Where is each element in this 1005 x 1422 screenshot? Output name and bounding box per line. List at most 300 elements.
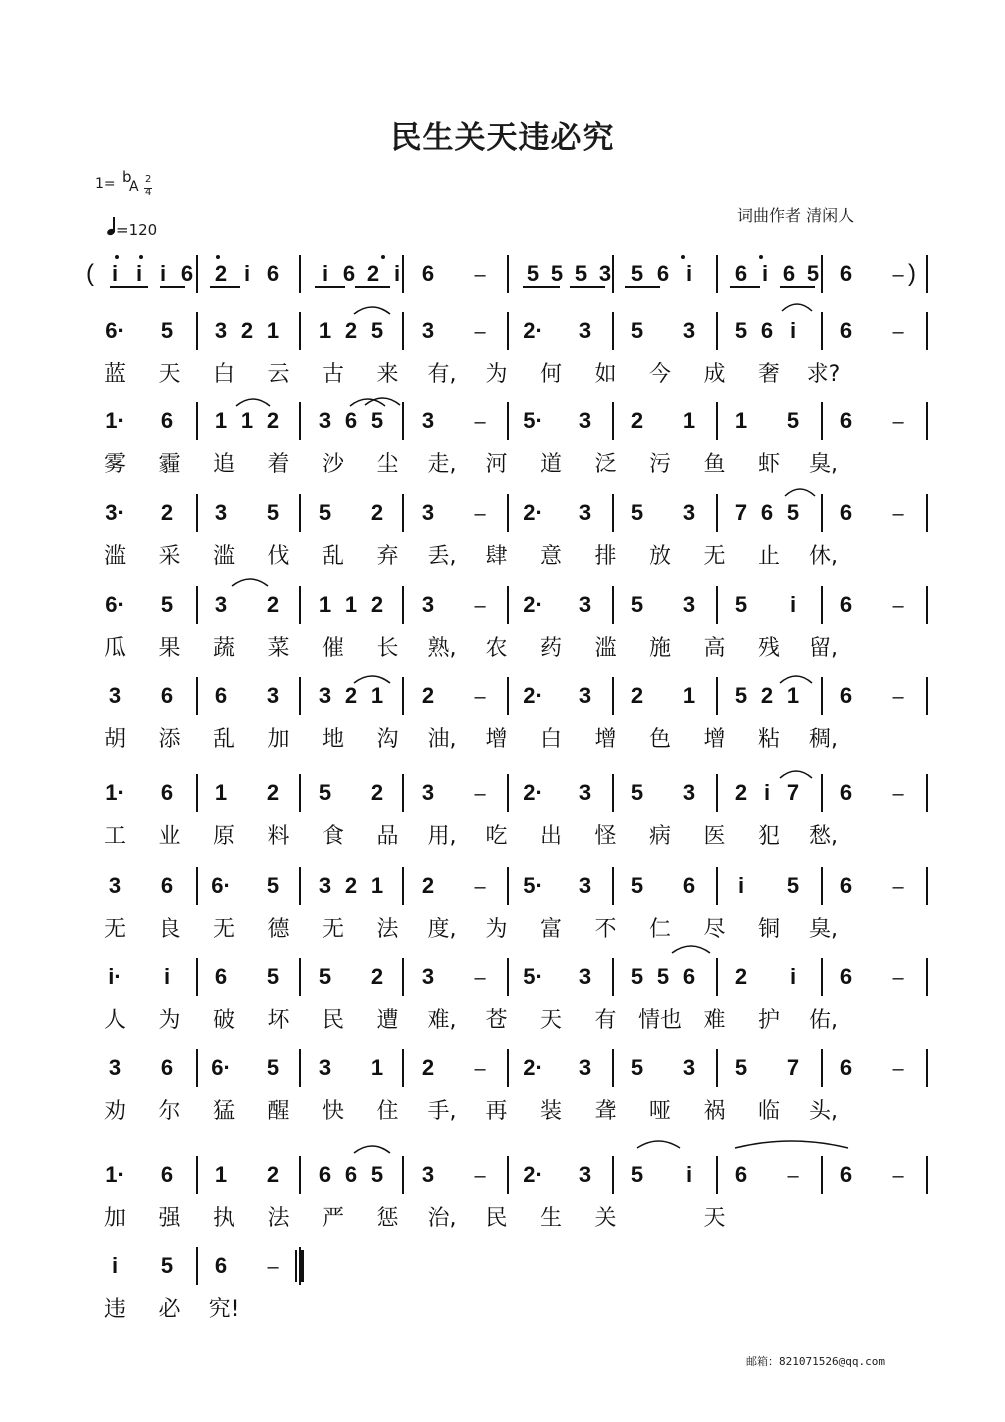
lyric-char: 油, (427, 727, 457, 752)
note-2: 2 (421, 683, 435, 708)
lyric-char: 劝 (103, 1099, 127, 1124)
note-2: 2 (266, 592, 280, 617)
note-2: 2 (760, 683, 774, 708)
lyric-char: 工 (103, 824, 127, 849)
lyric-char: 人 (103, 1008, 127, 1033)
note-5: 5 (734, 683, 748, 708)
flat-symbol: b (122, 168, 132, 186)
lyric-char: 如 (594, 362, 617, 387)
lyric-char: 哑 (648, 1099, 672, 1124)
lyric-char: 止 (757, 544, 781, 569)
note-2: 2 (266, 780, 280, 805)
note-1: 1 (734, 408, 748, 433)
lyric-char: 无 (321, 917, 345, 942)
lyric-char: 肆 (485, 544, 508, 569)
lyric-char: 惩 (376, 1206, 399, 1231)
lyric-char: 高 (703, 636, 726, 661)
sustain-dash: – (474, 686, 486, 708)
note-1: 1 (370, 1055, 384, 1080)
lyric-char: 留, (809, 636, 838, 661)
lyric-char: 熟, (427, 636, 457, 661)
note-i: i (789, 964, 797, 989)
lyric-char: 遭 (376, 1008, 399, 1033)
note-2: 2 (240, 318, 254, 343)
note-6: 6 (214, 1253, 228, 1278)
note-3: 3 (318, 408, 332, 433)
sustain-dash: – (474, 321, 486, 343)
note-3: 3 (578, 318, 592, 343)
note-2: 2 (734, 964, 748, 989)
note-2-dotted: 2· (523, 683, 543, 708)
sustain-dash: – (267, 1256, 279, 1278)
lyric-char: 民 (485, 1206, 508, 1231)
note-3: 3 (318, 1055, 332, 1080)
note-2: 2 (630, 408, 644, 433)
lyric-char: 吃 (485, 824, 508, 849)
note-5: 5 (160, 592, 174, 617)
note-6: 6 (682, 873, 696, 898)
note-2: 2 (344, 318, 358, 343)
lyric-char: 霾 (158, 452, 181, 477)
lyric-char: 加 (267, 727, 290, 752)
lyric-char: 无 (103, 917, 127, 942)
note-2: 2 (734, 780, 748, 805)
note-3: 3 (682, 500, 696, 525)
note-2: 2 (160, 500, 174, 525)
lyric-char: 施 (648, 636, 672, 661)
slur (354, 307, 390, 314)
lyric-char: 加 (103, 1206, 127, 1231)
lyric-char: 白 (539, 727, 563, 752)
note-i: i (685, 261, 693, 286)
note-6-dotted: 6· (211, 873, 231, 898)
note-3: 3 (578, 964, 592, 989)
note-1: 1 (266, 318, 280, 343)
lyric-char: 菜 (267, 636, 290, 661)
close-paren: ) (908, 260, 916, 287)
lyric-char: 蓝 (103, 362, 127, 387)
lyric-char: 雾 (103, 452, 127, 477)
lyric-char: 古 (321, 362, 345, 387)
note-i: i (761, 261, 769, 286)
note-i: i (111, 1253, 119, 1278)
lyric-char: 佑, (809, 1008, 838, 1033)
sustain-dash: – (474, 1165, 486, 1187)
lyric-char: 尽 (703, 917, 726, 942)
lyric-char: 无 (703, 544, 726, 569)
note-2: 2 (266, 408, 280, 433)
lyric-char: 尔 (158, 1099, 181, 1124)
lyric-char: 排 (594, 544, 617, 569)
lyric-char: 道 (539, 452, 563, 477)
sustain-dash: – (892, 967, 904, 989)
note-6: 6 (421, 261, 435, 286)
tempo-value: =120 (116, 221, 158, 239)
slur (780, 771, 812, 778)
note-i: i (163, 964, 171, 989)
note-3: 3 (578, 1055, 592, 1080)
lyric-char: 臭, (809, 917, 838, 942)
note-3: 3 (214, 592, 228, 617)
note-2: 2 (630, 683, 644, 708)
note-1: 1 (682, 408, 696, 433)
note-6: 6 (214, 683, 228, 708)
note-5: 5 (630, 592, 644, 617)
lyric-char: 原 (212, 824, 236, 849)
lyric-char: 稠, (809, 727, 838, 752)
lyric-char: 河 (485, 452, 508, 477)
note-6: 6 (214, 964, 228, 989)
note-3: 3 (578, 500, 592, 525)
slur (354, 1146, 390, 1153)
sustain-dash: – (892, 1058, 904, 1080)
lyric-char: 药 (539, 636, 563, 661)
note-i-dotted: i· (108, 964, 122, 989)
note-6: 6 (839, 592, 853, 617)
note-1: 1 (786, 683, 800, 708)
note-5-dotted: 5· (523, 408, 543, 433)
note-5: 5 (734, 592, 748, 617)
sustain-dash: – (474, 783, 486, 805)
note-6: 6 (839, 1055, 853, 1080)
note-5: 5 (550, 261, 564, 286)
note-2: 2 (421, 1055, 435, 1080)
lyric-char: 必 (158, 1297, 181, 1322)
note-5: 5 (266, 873, 280, 898)
note-5: 5 (786, 873, 800, 898)
lyric-char: 装 (539, 1099, 563, 1124)
note-5: 5 (734, 1055, 748, 1080)
note-6: 6 (160, 780, 174, 805)
lyric-char: 怪 (594, 824, 617, 849)
note-5: 5 (806, 261, 820, 286)
note-2: 2 (370, 592, 384, 617)
lyric-char: 治, (427, 1206, 457, 1231)
note-5: 5 (630, 500, 644, 525)
note-6: 6 (656, 261, 670, 286)
lyric-char: 祸 (703, 1099, 726, 1124)
note-1: 1 (318, 592, 332, 617)
note-5-dotted: 5· (523, 964, 543, 989)
note-7: 7 (734, 500, 748, 525)
lyric-char: 关 (594, 1206, 617, 1231)
note-3: 3 (682, 592, 696, 617)
lyric-char: 医 (703, 824, 726, 849)
note-3: 3 (214, 318, 228, 343)
lyric-char: 鱼 (703, 452, 726, 477)
lyric-char: 生 (539, 1206, 563, 1231)
note-6: 6 (160, 1162, 174, 1187)
note-5: 5 (630, 964, 644, 989)
note-3: 3 (682, 1055, 696, 1080)
lyric-char: 仁 (648, 917, 672, 942)
note-3: 3 (108, 1055, 122, 1080)
note-2-dotted: 2· (523, 780, 543, 805)
note-6-dotted: 6· (105, 592, 125, 617)
lyric-char: 天 (539, 1008, 563, 1033)
lyric-char: 臭, (809, 452, 838, 477)
lyric-char: 不 (594, 917, 617, 942)
lyric-char: 富 (539, 917, 563, 942)
note-3: 3 (421, 318, 435, 343)
lyric-char: 破 (212, 1008, 236, 1033)
note-6-dotted: 6· (105, 318, 125, 343)
note-1: 1 (214, 780, 228, 805)
lyric-char: 愁, (809, 824, 838, 849)
lyric-char: 违 (103, 1297, 127, 1322)
note-i: i (393, 261, 401, 286)
lyric-char: 业 (158, 824, 181, 849)
note-5: 5 (370, 318, 384, 343)
note-6: 6 (839, 1162, 853, 1187)
note-i: i (789, 318, 797, 343)
lyric-char: 难, (427, 1008, 457, 1033)
lyric-char: 出 (539, 824, 563, 849)
sustain-dash: – (474, 411, 486, 433)
note-2: 2 (266, 1162, 280, 1187)
lyric-char: 铜 (757, 917, 781, 942)
note-1: 1 (318, 318, 332, 343)
lyric-char: 白 (212, 362, 236, 387)
lyric-char: 用, (427, 824, 457, 849)
note-3: 3 (578, 1162, 592, 1187)
note-3: 3 (421, 780, 435, 805)
lyric-char: 为 (485, 917, 508, 942)
note-1: 1 (344, 592, 358, 617)
sustain-dash: – (787, 1165, 799, 1187)
note-3: 3 (421, 1162, 435, 1187)
note-6: 6 (782, 261, 796, 286)
octave-dot (759, 255, 763, 259)
lyric-char: 求? (806, 362, 841, 387)
lyric-char: 沙 (321, 452, 345, 477)
note-2-dotted: 2· (523, 1162, 543, 1187)
lyric-char: 泛 (594, 452, 617, 477)
lyric-char: 添 (158, 727, 181, 752)
note-3: 3 (578, 873, 592, 898)
note-5: 5 (630, 261, 644, 286)
note-5: 5 (786, 500, 800, 525)
lyric-char: 护 (757, 1008, 781, 1033)
note-i: i (737, 873, 745, 898)
lyric-char: 来 (376, 362, 399, 387)
slur (672, 946, 710, 953)
lyric-char: 猛 (212, 1099, 236, 1124)
note-6: 6 (839, 408, 853, 433)
note-6-dotted: 6· (211, 1055, 231, 1080)
note-2: 2 (344, 683, 358, 708)
note-6: 6 (734, 261, 748, 286)
lyric-char: 蔬 (212, 636, 236, 661)
note-3: 3 (266, 683, 280, 708)
slur (354, 676, 390, 683)
lyric-char: 催 (321, 636, 345, 661)
note-5: 5 (266, 500, 280, 525)
lyric-char: 为 (485, 362, 508, 387)
note-1-dotted: 1· (105, 780, 125, 805)
lyric-char: 乱 (212, 727, 236, 752)
note-5: 5 (266, 964, 280, 989)
slur (780, 676, 812, 683)
note-5: 5 (526, 261, 540, 286)
note-3: 3 (598, 261, 612, 286)
note-5: 5 (160, 1253, 174, 1278)
sustain-dash: – (892, 321, 904, 343)
lyric-char: 法 (376, 917, 399, 942)
note-1: 1 (682, 683, 696, 708)
lyric-char: 成 (703, 362, 726, 387)
note-5: 5 (786, 408, 800, 433)
note-1: 1 (214, 408, 228, 433)
note-6: 6 (839, 780, 853, 805)
time-signature-bottom: 4 (145, 187, 152, 198)
note-5: 5 (574, 261, 588, 286)
note-3: 3 (578, 592, 592, 617)
note-6: 6 (160, 408, 174, 433)
lyric-char: 强 (158, 1206, 181, 1231)
note-5-dotted: 5· (523, 873, 543, 898)
lyric-char: 犯 (757, 824, 781, 849)
lyric-char: 苍 (485, 1008, 508, 1033)
note-3: 3 (421, 500, 435, 525)
lyric-char: 云 (267, 362, 290, 387)
lyric-char: 民 (321, 1008, 345, 1033)
lyric-char: 天 (158, 362, 181, 387)
lyric-char: 无 (212, 917, 236, 942)
time-signature-top: 2 (145, 174, 152, 185)
note-6: 6 (839, 873, 853, 898)
sustain-dash: – (892, 686, 904, 708)
sustain-dash: – (474, 595, 486, 617)
note-2-dotted: 2· (523, 592, 543, 617)
note-3: 3 (578, 408, 592, 433)
slur (236, 399, 270, 406)
note-6: 6 (839, 318, 853, 343)
lyric-char: 着 (267, 452, 290, 477)
lyric-char: 有 (594, 1008, 617, 1033)
octave-dot (681, 255, 685, 259)
lyric-char: 难 (703, 1008, 726, 1033)
lyric-char: 再 (485, 1099, 508, 1124)
note-2: 2 (370, 500, 384, 525)
note-1-dotted: 1· (105, 1162, 125, 1187)
lyric-char: 尘 (376, 452, 399, 477)
lyric-char: 采 (158, 544, 181, 569)
lyric-char: 住 (376, 1099, 399, 1124)
key-prefix: 1= (95, 176, 116, 192)
slur (785, 489, 815, 496)
note-6: 6 (344, 1162, 358, 1187)
lyric-char: 今 (648, 362, 672, 387)
note-6: 6 (160, 1055, 174, 1080)
author-credit: 词曲作者 清闲人 (737, 206, 855, 225)
note-i: i (159, 261, 167, 286)
lyric-char: 滥 (212, 544, 236, 569)
sustain-dash: – (474, 967, 486, 989)
lyric-char: 沟 (376, 727, 399, 752)
sustain-dash: – (892, 783, 904, 805)
note-1: 1 (370, 683, 384, 708)
lyric-char: 意 (539, 544, 563, 569)
lyric-char: 料 (267, 824, 290, 849)
lyric-char: 何 (539, 362, 563, 387)
note-6: 6 (160, 683, 174, 708)
lyric-char: 头, (809, 1099, 838, 1124)
note-2-dotted: 2· (523, 500, 543, 525)
contact-email: 邮箱：821071526@qq.com (746, 1355, 885, 1368)
note-i: i (243, 261, 251, 286)
sustain-dash: – (892, 876, 904, 898)
note-i: i (763, 780, 771, 805)
lyric-char: 地 (321, 727, 345, 752)
sustain-dash: – (892, 595, 904, 617)
lyric-char: 情也 (637, 1008, 683, 1033)
open-paren: ( (86, 260, 94, 287)
note-2: 2 (214, 261, 228, 286)
lyric-char: 醒 (267, 1099, 290, 1124)
lyric-char: 增 (594, 727, 617, 752)
note-6: 6 (734, 1162, 748, 1187)
lyric-char: 瓜 (103, 636, 127, 661)
lyric-char: 度, (427, 917, 457, 942)
note-2: 2 (421, 873, 435, 898)
slur (782, 304, 812, 311)
note-5: 5 (318, 500, 332, 525)
lyric-char: 乱 (321, 544, 345, 569)
note-5: 5 (160, 318, 174, 343)
lyric-char: 增 (485, 727, 508, 752)
lyric-char: 放 (648, 544, 672, 569)
sustain-dash: – (474, 264, 486, 286)
note-5: 5 (370, 1162, 384, 1187)
note-3: 3 (578, 683, 592, 708)
song-title: 民生关天违必究 (390, 120, 615, 156)
lyric-char: 品 (376, 824, 399, 849)
lyric-char: 严 (321, 1206, 345, 1231)
note-3: 3 (214, 500, 228, 525)
note-i: i (685, 1162, 693, 1187)
sustain-dash: – (892, 411, 904, 433)
note-6: 6 (839, 261, 853, 286)
lyric-char: 污 (648, 452, 672, 477)
octave-dot (115, 255, 119, 259)
note-3: 3 (318, 873, 332, 898)
note-6: 6 (160, 873, 174, 898)
note-i: i (321, 261, 329, 286)
note-5: 5 (630, 1162, 644, 1187)
note-5: 5 (318, 964, 332, 989)
note-6: 6 (266, 261, 280, 286)
lyric-char: 坏 (267, 1008, 290, 1033)
lyric-char: 粘 (757, 727, 781, 752)
note-2: 2 (366, 261, 380, 286)
lyric-char: 奢 (757, 362, 781, 387)
note-6: 6 (839, 683, 853, 708)
note-6: 6 (760, 500, 774, 525)
note-1: 1 (214, 1162, 228, 1187)
lyric-char: 聋 (594, 1099, 617, 1124)
note-3: 3 (421, 592, 435, 617)
note-i: i (111, 261, 119, 286)
lyric-char: 有, (427, 362, 457, 387)
lyric-char: 食 (321, 824, 345, 849)
key-letter: A (129, 179, 139, 195)
lyric-char: 虾 (757, 452, 781, 477)
note-1-dotted: 1· (105, 408, 125, 433)
lyric-char: 临 (757, 1099, 781, 1124)
lyric-char: 丢, (427, 544, 457, 569)
lyric-char: 法 (267, 1206, 290, 1231)
